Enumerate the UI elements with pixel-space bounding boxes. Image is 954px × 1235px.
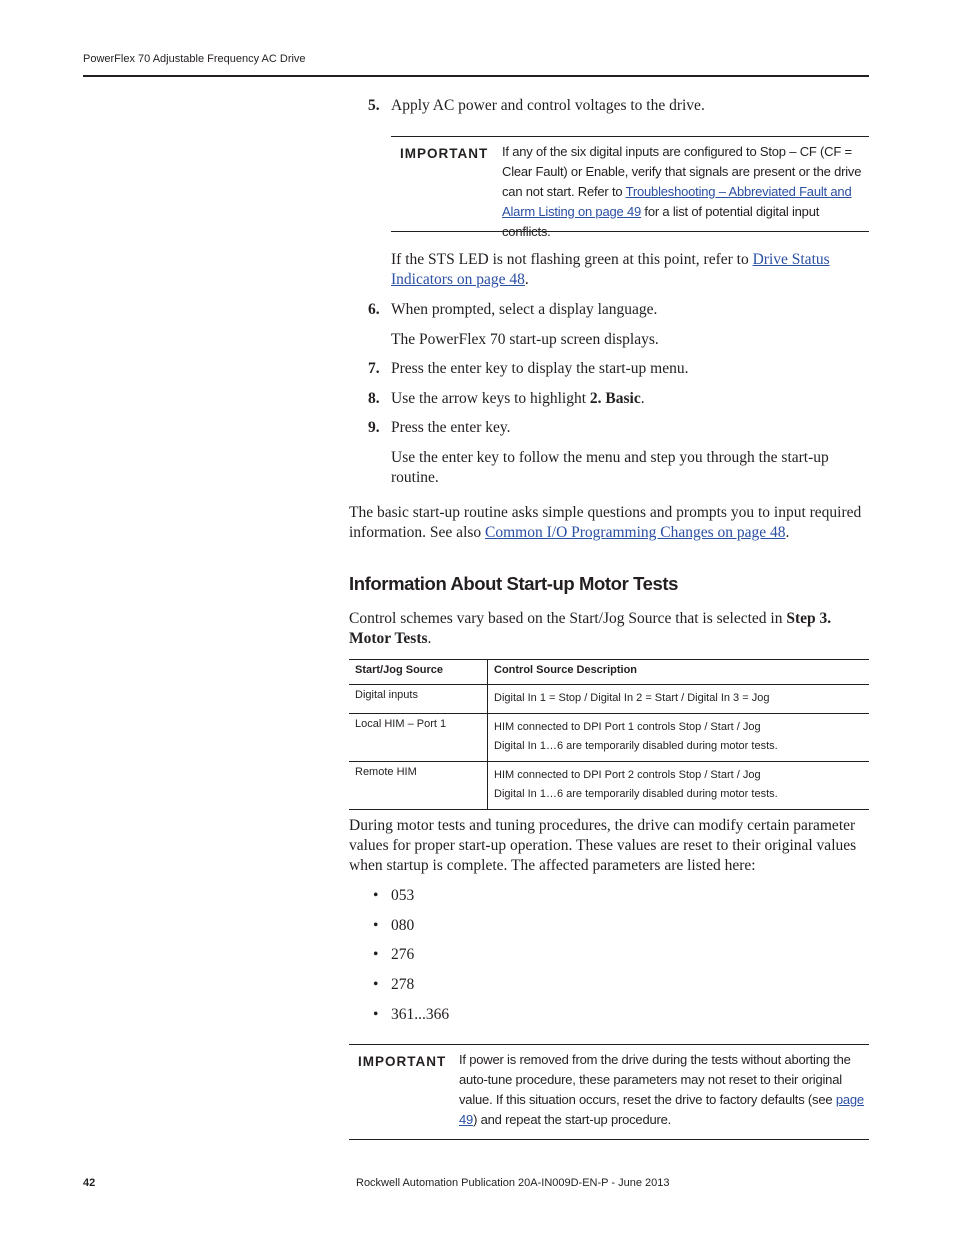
important-box — [349, 1044, 869, 1140]
step-text: Press the enter key to display the start-up menu. — [391, 360, 689, 377]
important-text: If power is removed from the drive during the tests without aborting the auto-tune procedure, these parameters may not reset to their original value. If this situation occurs, reset the drive to factory defaults (see page 49) and repeat the start-up procedure. — [459, 1052, 864, 1127]
table-row — [349, 714, 869, 762]
page-number: 42 — [83, 1177, 96, 1189]
step-number: 6. — [368, 301, 380, 318]
troubleshooting-link[interactable]: Troubleshooting – Abbreviated Fault and Alarm Listing on page 49 — [502, 184, 852, 219]
step-9 — [368, 418, 848, 438]
step-text: Apply AC power and control voltages to the drive. — [391, 97, 705, 114]
step-number: 9. — [368, 419, 380, 436]
list-item: • 053 — [373, 887, 415, 904]
important-label: IMPORTANT — [400, 146, 489, 161]
drive-status-link[interactable]: Drive Status Indicators on page 48 — [391, 251, 830, 288]
parameter-list — [373, 886, 449, 1034]
step-text: Press the enter key. — [391, 419, 511, 436]
step-6 — [368, 300, 848, 320]
important-box — [391, 136, 869, 239]
list-item: • 276 — [373, 946, 415, 964]
basic-routine-paragraph: The basic start-up routine asks simple questions and prompts you to input required information. See also Common I/O Programming Changes on page 48. — [349, 504, 862, 541]
table-row — [349, 685, 869, 714]
motor-tests-paragraph: During motor tests and tuning procedures, the drive can modify certain parameter values for proper start-up operation. These values are reset to their original values when startup is complete. The affected parameters are listed here: — [349, 817, 857, 874]
table-cell: HIM connected to DPI Port 2 controls Stop / Start / Jog Digital In 1…6 are temporarily disabled during motor tests. — [488, 762, 870, 810]
header-rule — [83, 75, 869, 77]
step-7 — [368, 359, 848, 379]
important-label: IMPORTANT — [358, 1054, 447, 1069]
step-number: 7. — [368, 360, 380, 377]
common-io-link[interactable]: Common I/O Programming Changes on page 48 — [485, 524, 786, 541]
table-cell: Digital In 1 = Stop / Digital In 2 = Start / Digital In 3 = Jog — [488, 685, 870, 714]
table-cell: Digital inputs — [349, 685, 488, 714]
step-reference: Step 3. Motor Tests — [349, 610, 832, 647]
list-item: • 361...366 — [373, 1005, 450, 1023]
publication-footer: Rockwell Automation Publication 20A-IN009D-EN-P - June 2013 — [356, 1177, 670, 1189]
list-item: • 080 — [373, 916, 415, 934]
page-49-link[interactable]: page 49 — [459, 1092, 864, 1127]
step-6-note: The PowerFlex 70 start-up screen displays. — [391, 331, 659, 348]
table-header-row — [349, 660, 869, 685]
step-8: 8. Use the arrow keys to highlight 2. Basic. — [368, 390, 645, 407]
list-item: • 278 — [373, 976, 415, 994]
important-text: If any of the six digital inputs are configured to Stop – CF (CF = Clear Fault) or Enable, verify that signals are present or the drive can not start. Refer to Troubleshooting – Abbreviated Fault and Alarm Listing on page 49 for a list of potential digital input conflicts. — [502, 144, 862, 239]
table-header: Control Source Description — [488, 660, 870, 685]
table-cell: Local HIM – Port 1 — [349, 714, 488, 762]
start-jog-source-table — [349, 659, 869, 810]
table-cell: Remote HIM — [349, 762, 488, 810]
table-cell: HIM connected to DPI Port 1 controls Stop / Start / Jog Digital In 1…6 are temporarily disabled during motor tests. — [488, 714, 870, 762]
section-intro: Control schemes vary based on the Start/Jog Source that is selected in Step 3. Motor Tests. — [349, 610, 832, 647]
section-heading: Information About Start-up Motor Tests — [349, 573, 679, 594]
menu-option-basic: 2. Basic — [589, 390, 641, 407]
step-number: 8. — [368, 390, 380, 407]
table-header: Start/Jog Source — [349, 660, 488, 685]
step-5 — [368, 96, 848, 116]
table-row — [349, 762, 869, 810]
step-9-note: Use the enter key to follow the menu and step you through the start-up routine. — [391, 449, 829, 486]
step-text: When prompted, select a display language. — [391, 301, 658, 318]
sts-led-paragraph: If the STS LED is not flashing green at this point, refer to Drive Status Indicators on page 48. — [391, 251, 830, 288]
running-header: PowerFlex 70 Adjustable Frequency AC Drive — [83, 53, 306, 65]
step-number: 5. — [368, 97, 380, 114]
